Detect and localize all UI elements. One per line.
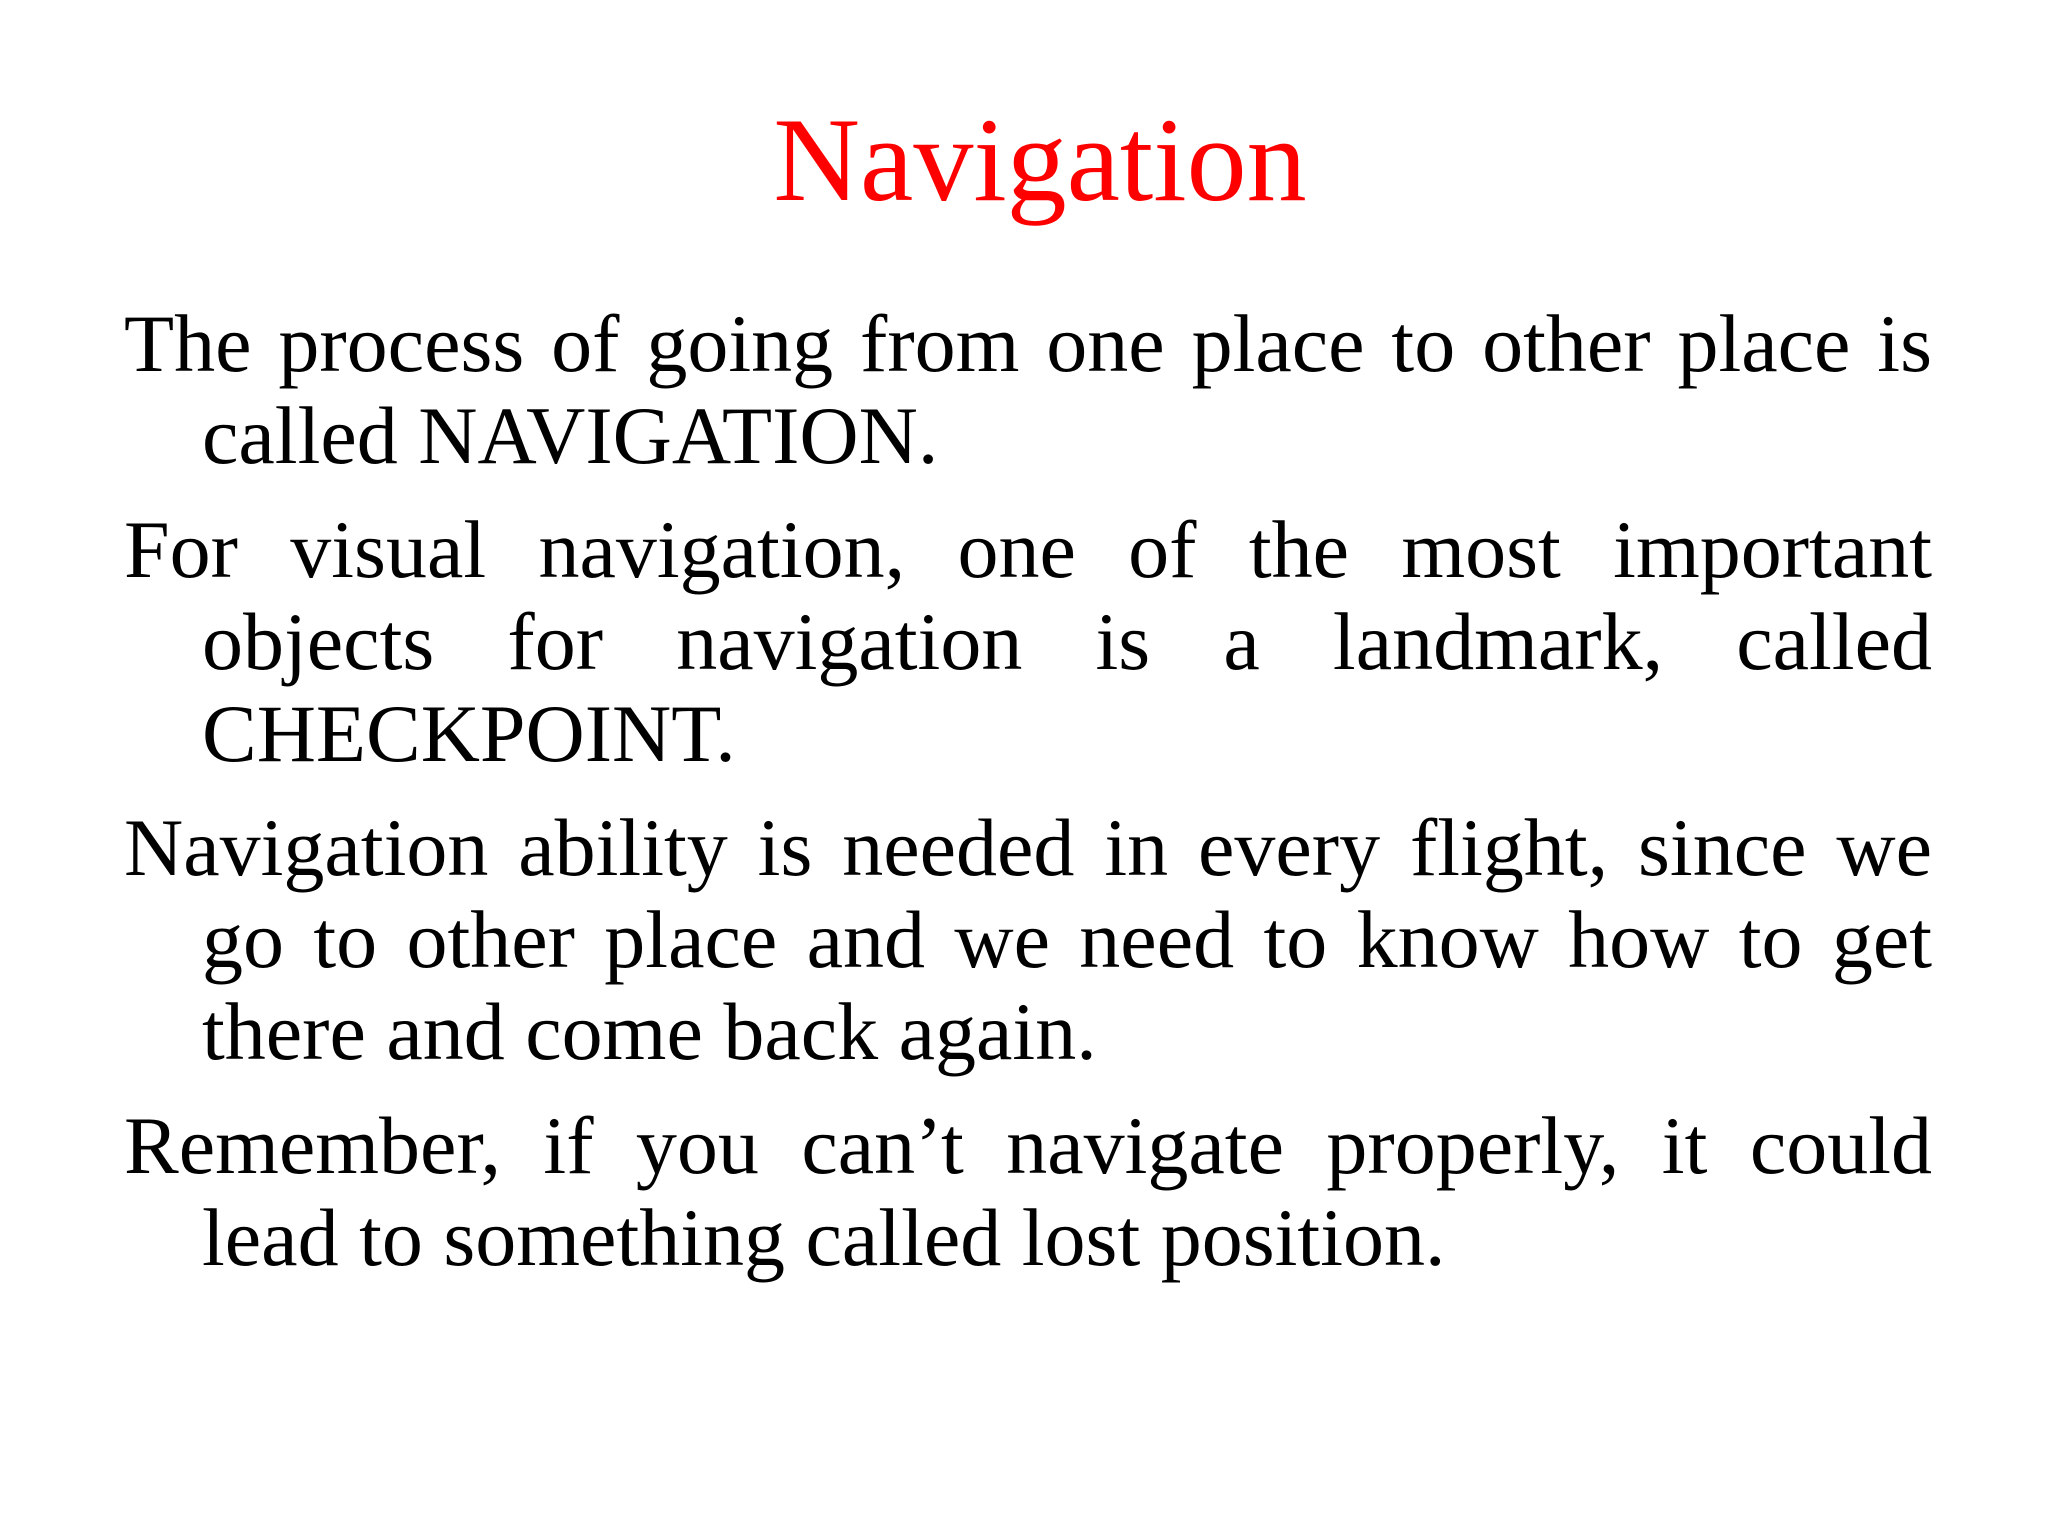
bullet-item: Remember, if you can’t navigate properly, it could lead to something called lost position. (124, 1100, 1932, 1283)
bullet-item: For visual navigation, one of the most important objects for navigation is a landmark, called CHECKPOINT. (124, 504, 1932, 779)
bullet-item: Navigation ability is needed in every flight, since we go to other place and we need to know how to get there and come back again. (124, 802, 1932, 1077)
bullet-item: The process of going from one place to other place is called NAVIGATION. (124, 298, 1932, 481)
bullet-list (124, 298, 1932, 1306)
slide-title: Navigation (773, 93, 1307, 226)
